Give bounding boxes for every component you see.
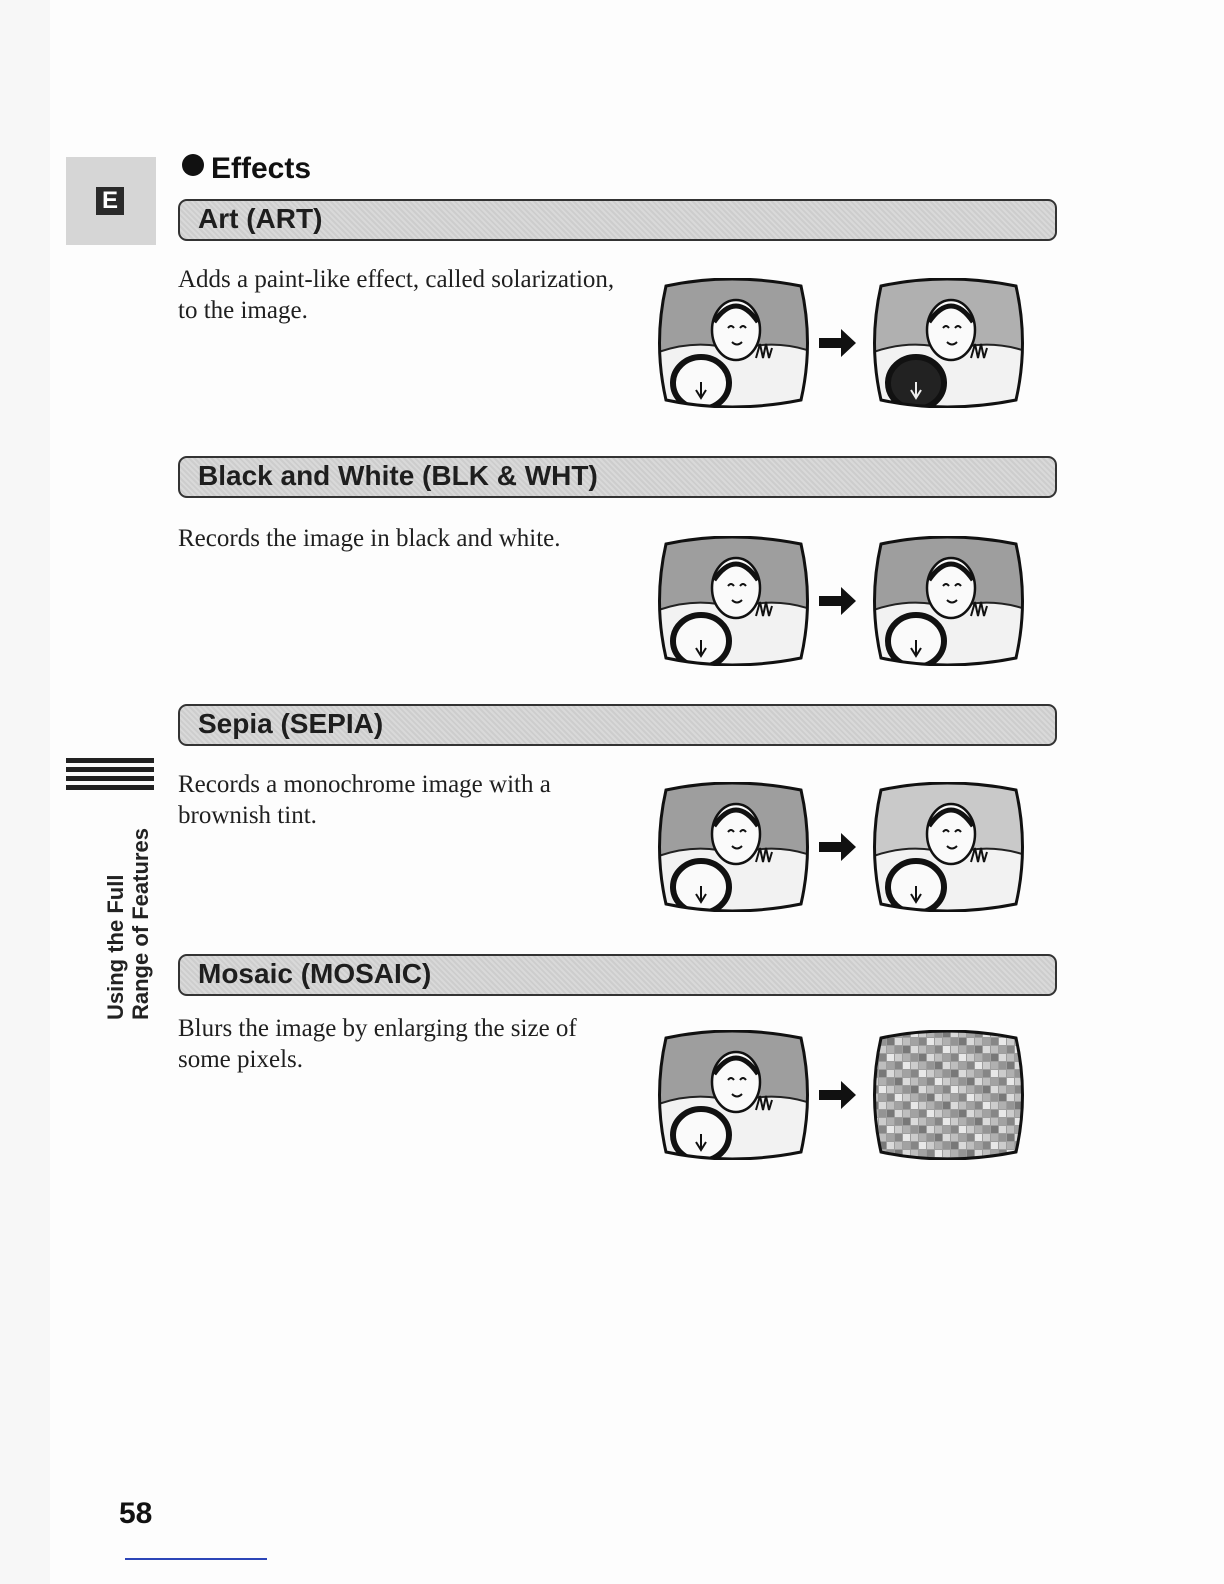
effect-title: Art (ART) [198,203,323,234]
effect-title-bar-art [178,199,1057,241]
effect-illustration-mosaic [656,1030,1036,1160]
after-image [871,278,1031,408]
before-image [656,536,816,666]
chapter-side-label-line1: Using the Full [103,874,128,1020]
before-image [656,782,816,912]
effect-description: Records a monochrome image with a brownish tint. [178,771,551,829]
before-image [656,1030,816,1160]
effect-illustration-sepia [656,782,1036,912]
effect-description: Records the image in black and white. [178,525,561,552]
arrow-right-icon [819,587,856,615]
language-tab-letter: E [96,187,124,215]
after-image [871,536,1031,666]
bullet-icon [182,154,204,176]
after-image [871,782,1031,912]
arrow-right-icon [819,1081,856,1109]
effect-title-bar-mosaic [178,954,1057,996]
page-number: 58 [119,1497,153,1530]
effect-title: Sepia (SEPIA) [198,708,384,739]
chapter-side-label-line2: Range of Features [128,828,153,1020]
page-edge [0,0,50,1584]
arrow-right-icon [819,329,856,357]
effect-title-bar-black-and-white [178,456,1057,498]
effect-illustration-black-and-white [656,536,1036,666]
bottom-rule [125,1558,267,1560]
after-image [871,1030,1031,1160]
effect-title: Mosaic (MOSAIC) [198,958,432,989]
arrow-right-icon [819,833,856,861]
effect-title: Black and White (BLK & WHT) [198,460,598,491]
effect-description: Blurs the image by enlarging the size of some pixels. [178,1015,577,1073]
effect-illustration-art [656,278,1036,408]
section-heading-text: Effects [211,152,312,185]
chapter-side-label [103,780,163,1020]
before-image [656,278,816,408]
effect-title-bar-sepia [178,704,1057,746]
effect-description: Adds a paint-like effect, called solarization, to the image. [178,266,615,324]
section-heading [182,152,311,186]
language-tab [66,157,156,245]
